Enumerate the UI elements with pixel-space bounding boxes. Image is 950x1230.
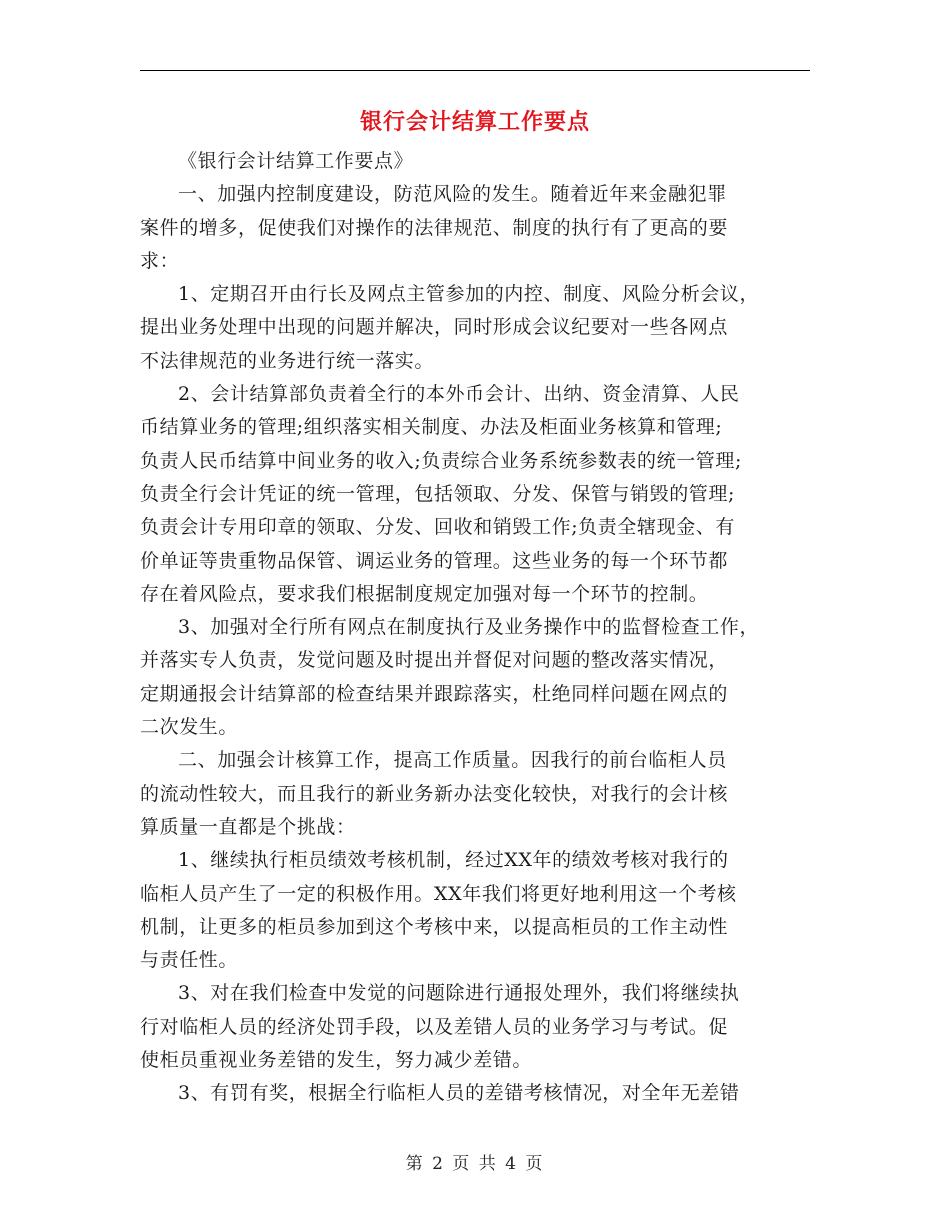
paragraph <box>140 378 815 611</box>
text-line: 临柜人员产生了一定的积极作用。XX年我们将更好地利用这一个考核 <box>140 882 737 905</box>
paragraph <box>140 278 815 378</box>
paragraph <box>140 844 815 977</box>
paragraph <box>140 1077 815 1110</box>
text-line: 定期通报会计结算部的检查结果并跟踪落实，杜绝同样问题在网点的 <box>140 682 729 705</box>
text-line: 3、有罚有奖，根据全行临柜人员的差错考核情况，对全年无差错 <box>178 1082 740 1105</box>
text-line: 的流动性较大，而且我行的新业务新办法变化较快，对我行的会计核 <box>140 782 729 805</box>
text-line: 行对临柜人员的经济处罚手段，以及差错人员的业务学习与考试。促 <box>140 1015 729 1038</box>
header-rule <box>140 70 810 71</box>
text-line: 3、加强对全行所有网点在制度执行及业务操作中的监督检查工作， <box>178 616 760 639</box>
text-line: 存在着风险点，要求我们根据制度规定加强对每一个环节的控制。 <box>140 582 709 605</box>
text-line: 机制，让更多的柜员参加到这个考核中来，以提高柜员的工作主动性 <box>140 915 729 938</box>
text-line: 《银行会计结算工作要点》 <box>178 150 414 172</box>
document-body <box>140 145 815 1111</box>
text-line: 1、继续执行柜员绩效考核机制，经过XX年的绩效考核对我行的 <box>178 849 729 872</box>
text-line: 2、会计结算部负责着全行的本外币会计、出纳、资金清算、人民 <box>178 383 740 406</box>
paragraph <box>140 178 815 278</box>
text-line: 提出业务处理中出现的问题并解决，同时形成会议纪要对一些各网点 <box>140 316 729 339</box>
text-line: 负责会计专用印章的领取、分发、回收和销毁工作;负责全辖现金、有 <box>140 516 736 539</box>
page-number-label: 第 2 页 共 4 页 <box>405 1154 545 1174</box>
paragraph <box>140 744 815 844</box>
text-line: 案件的增多，促使我们对操作的法律规范、制度的执行有了更高的要 <box>140 216 729 239</box>
text-line: 1、定期召开由行长及网点主管参加的内控、制度、风险分析会议， <box>178 283 760 306</box>
document-title: 银行会计结算工作要点 <box>359 109 590 135</box>
text-line: 求： <box>140 249 180 272</box>
page-footer <box>0 1152 950 1176</box>
text-line: 负责人民币结算中间业务的收入;负责综合业务系统参数表的统一管理; <box>140 449 743 472</box>
text-line: 币结算业务的管理;组织落实相关制度、办法及柜面业务核算和管理; <box>140 416 723 439</box>
text-line: 算质量一直都是个挑战： <box>140 815 356 838</box>
paragraph <box>140 145 815 178</box>
text-line: 与责任性。 <box>140 949 239 972</box>
text-line: 不法律规范的业务进行统一落实。 <box>140 349 435 372</box>
text-line: 并落实专人负责，发觉问题及时提出并督促对问题的整改落实情况， <box>140 649 729 672</box>
text-line: 二次发生。 <box>140 716 239 739</box>
text-line: 3、对在我们检查中发觉的问题除进行通报处理外，我们将继续执 <box>178 982 740 1005</box>
text-line: 价单证等贵重物品保管、调运业务的管理。这些业务的每一个环节都 <box>140 549 729 572</box>
text-line: 使柜员重视业务差错的发生，努力减少差错。 <box>140 1049 533 1072</box>
paragraph <box>140 977 815 1077</box>
text-line: 一、加强内控制度建设，防范风险的发生。随着近年来金融犯罪 <box>178 183 727 206</box>
text-line: 二、加强会计核算工作，提高工作质量。因我行的前台临柜人员 <box>178 749 727 772</box>
text-line: 负责全行会计凭证的统一管理，包括领取、分发、保管与销毁的管理; <box>140 482 736 505</box>
paragraph <box>140 611 815 744</box>
